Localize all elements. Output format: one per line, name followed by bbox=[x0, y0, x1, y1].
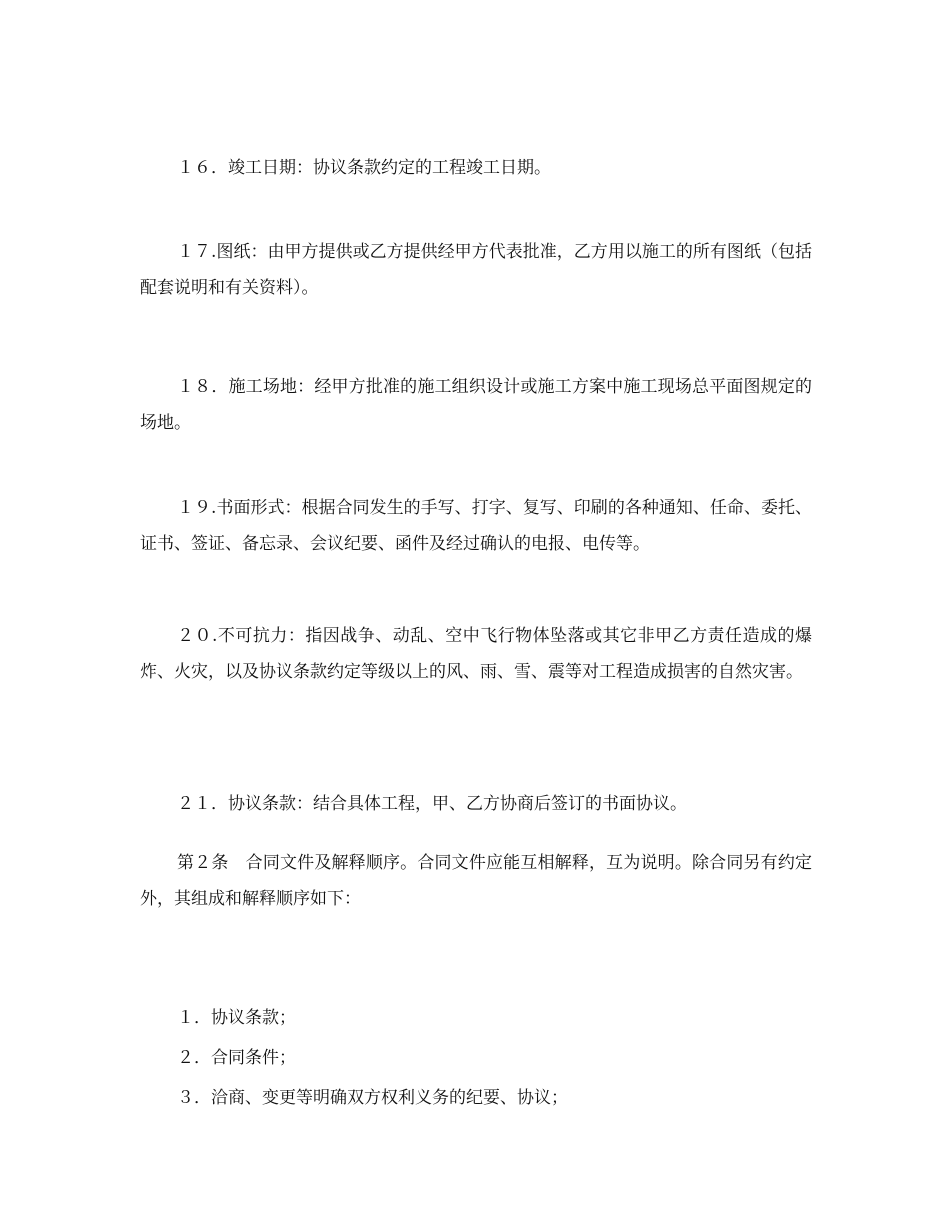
list-item-1: １．协议条款； bbox=[177, 1008, 296, 1028]
article-2: 第２条 合同文件及解释顺序。合同文件应能互相解释，互为说明。除合同另有约定外，其组成和解释顺序如下： bbox=[140, 853, 812, 909]
list-item-3: ３．洽商、变更等明确双方权利义务的纪要、协议； bbox=[177, 1088, 568, 1108]
list-item-2: ２．合同条件； bbox=[177, 1048, 296, 1068]
clause-17: １７.图纸：由甲方提供或乙方提供经甲方代表批准，乙方用以施工的所有图纸（包括配套说明和有关资料）。 bbox=[140, 242, 812, 298]
clause-16: １６．竣工日期：协议条款约定的工程竣工日期。 bbox=[177, 158, 551, 178]
clause-19: １９.书面形式：根据合同发生的手写、打字、复写、印刷的各种通知、任命、委托、证书、签证、备忘录、会议纪要、函件及经过确认的电报、电传等。 bbox=[140, 498, 812, 554]
clause-21: ２１．协议条款：结合具体工程，甲、乙方协商后签订的书面协议。 bbox=[177, 794, 687, 814]
clause-20: ２０.不可抗力：指因战争、动乱、空中飞行物体坠落或其它非甲乙方责任造成的爆炸、火灾，以及协议条款约定等级以上的风、雨、雪、震等对工程造成损害的自然灾害。 bbox=[140, 626, 812, 682]
clause-18: １８．施工场地：经甲方批准的施工组织设计或施工方案中施工现场总平面图规定的场地。 bbox=[140, 377, 812, 433]
